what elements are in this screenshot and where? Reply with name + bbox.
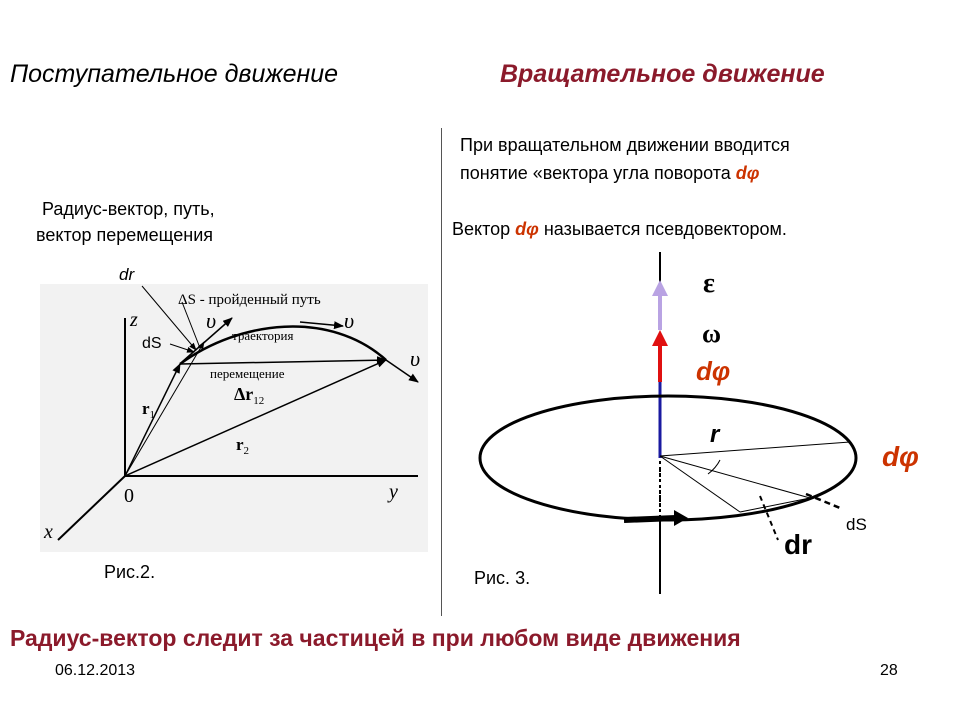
velocity-label-2: υ bbox=[344, 308, 355, 333]
origin-label: 0 bbox=[124, 485, 134, 507]
ds-dashed-marker bbox=[806, 494, 840, 508]
delta-s-label: ΔS - пройденный путь bbox=[178, 292, 321, 308]
left-caption-line1: Радиус-вектор, путь, bbox=[42, 199, 215, 219]
epsilon-label: ε bbox=[703, 268, 715, 299]
radius-line-1 bbox=[660, 456, 740, 512]
epsilon-arrowhead bbox=[652, 280, 668, 296]
displacement-label: перемещение bbox=[210, 366, 285, 381]
slide-date: 06.12.2013 bbox=[55, 662, 136, 679]
dphi-symbol: dφ bbox=[735, 163, 760, 183]
left-caption-line2: вектор перемещения bbox=[36, 225, 214, 245]
rotation-intro-line2: понятие «вектора угла поворота dφ bbox=[460, 163, 760, 183]
rotation-intro-line1: При вращательном движении вводится bbox=[460, 135, 790, 155]
dphi-symbol-2: dφ bbox=[515, 219, 539, 239]
figure-2-caption: Рис.2. bbox=[104, 562, 156, 582]
z-axis-label: z bbox=[130, 309, 138, 331]
radius-line-3 bbox=[660, 442, 850, 456]
slide-number: 28 bbox=[880, 662, 898, 679]
rotation-direction-arrow bbox=[624, 518, 676, 520]
title-rotational: Вращательное движение bbox=[500, 60, 825, 88]
radius-line-2 bbox=[660, 456, 810, 498]
dphi-axis-label: dφ bbox=[696, 356, 731, 386]
dr-dashed-marker bbox=[760, 496, 778, 540]
pseudovector-statement: Вектор dφ называется псевдовектором. bbox=[452, 219, 787, 239]
title-translational: Поступательное движение bbox=[10, 60, 339, 88]
trajectory-label: траектория bbox=[232, 328, 294, 343]
x-axis-label: x bbox=[44, 521, 53, 543]
r2-label: $r_2$ bbox=[236, 435, 250, 457]
dr-label: dr bbox=[119, 265, 135, 284]
delta-r12-label: $\Delta r_{12}$ bbox=[234, 384, 265, 407]
dphi-arrowhead bbox=[652, 330, 668, 346]
summary-statement: Радиус-вектор следит за частицей в при любом виде движения bbox=[10, 625, 741, 651]
ds-label-fig3: dS bbox=[846, 515, 867, 534]
figure-3-caption: Рис. 3. bbox=[474, 568, 531, 588]
dr-label-fig3: dr bbox=[784, 529, 812, 560]
r1-label: $r_1$ bbox=[142, 399, 156, 421]
dphi-side-label: dφ bbox=[882, 441, 919, 472]
velocity-label-1: υ bbox=[206, 308, 217, 333]
velocity-label-3: υ bbox=[410, 346, 421, 371]
ds-label: dS bbox=[142, 335, 162, 352]
r-label: r bbox=[710, 421, 720, 448]
rotation-direction-arrowhead bbox=[674, 510, 688, 526]
omega-label: ω bbox=[702, 319, 722, 348]
y-axis-label: y bbox=[389, 481, 398, 503]
